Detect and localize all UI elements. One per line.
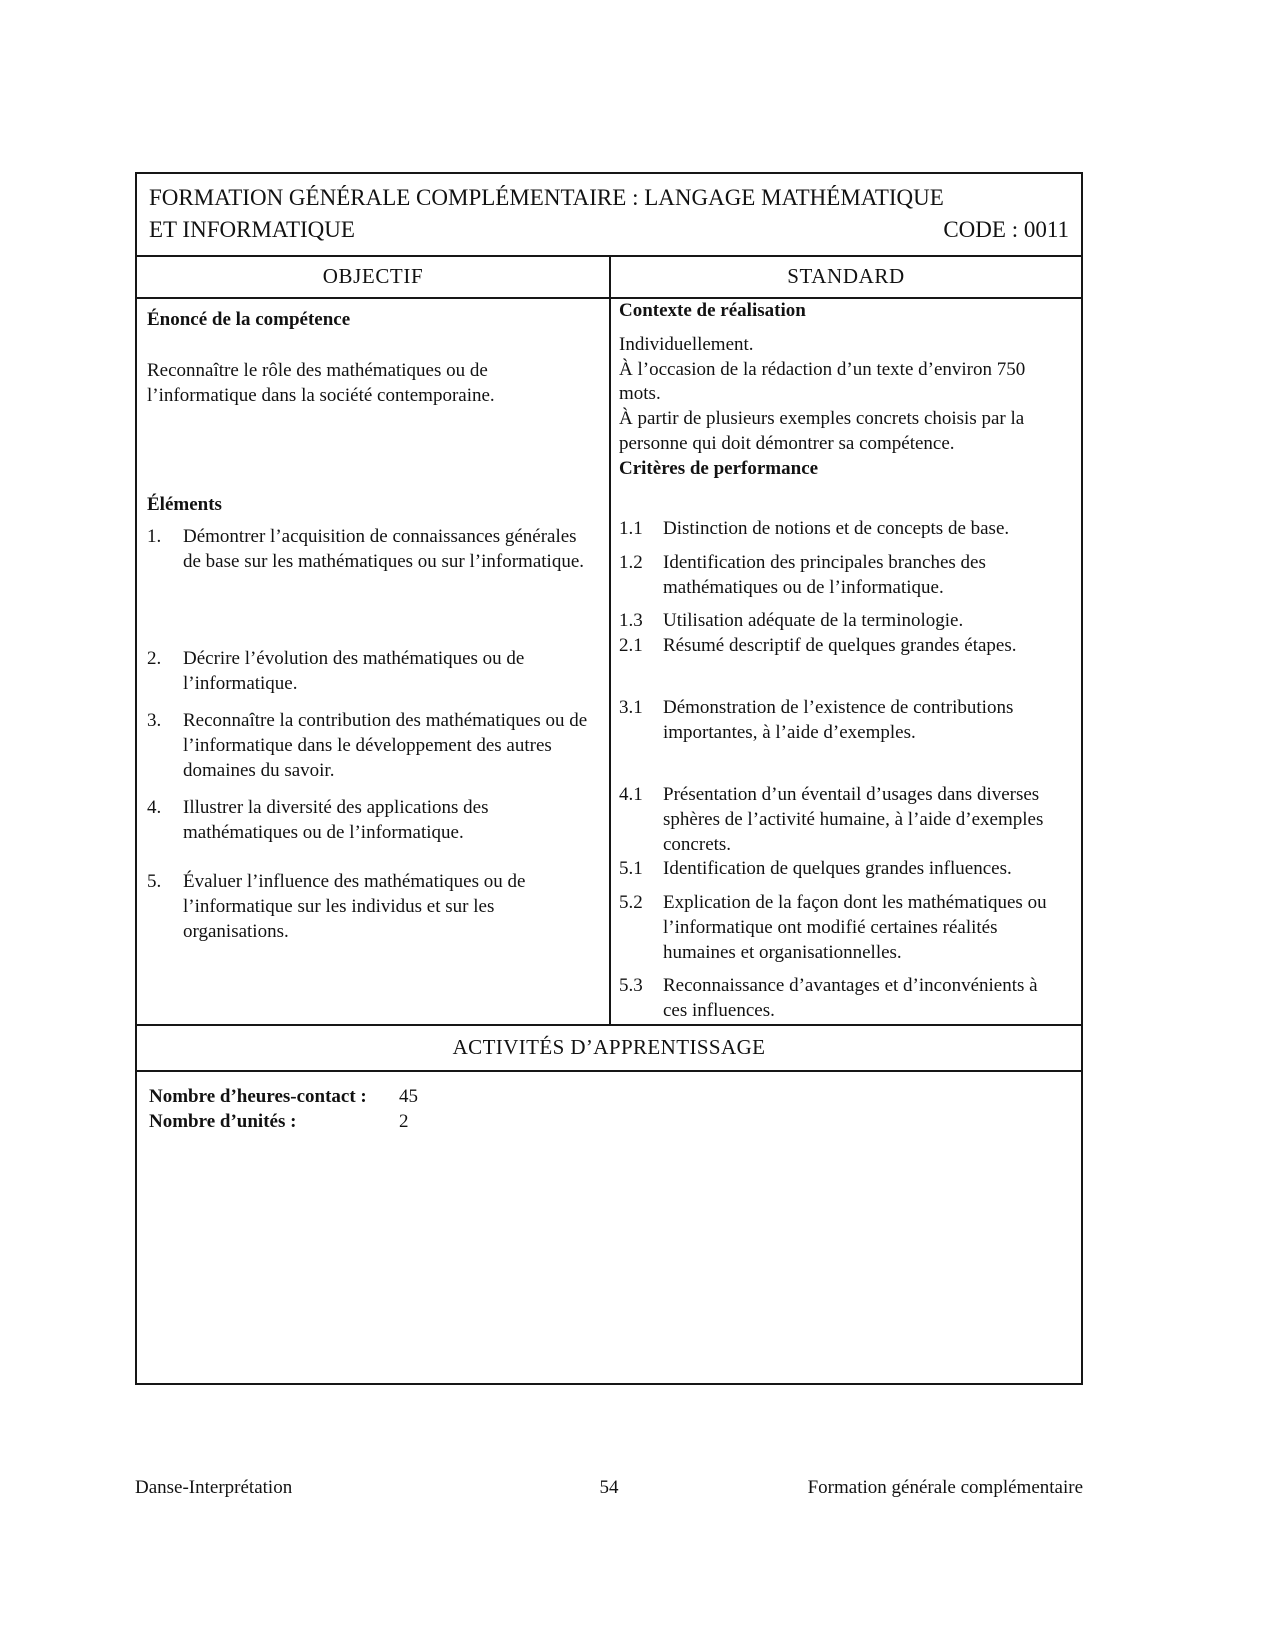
element-text: Reconnaître la contribution des mathématiques ou de l’informatique dans le développement des autres domaines du savoir. [183,710,588,781]
element-number: 3. [147,710,162,732]
contexte-heading-cell [609,299,1081,333]
critere-number: 3.1 [619,697,643,719]
critere-group-2 [609,634,1081,696]
enonce-heading-cell [137,299,609,333]
hours-contact-label: Nombre d’heures-contact : [149,1085,367,1107]
critere-number: 5.3 [619,975,643,997]
column-header-objectif: OBJECTIF [322,264,424,289]
element-group-2 [137,634,609,696]
enonce-heading: Énoncé de la compétence [147,309,351,331]
critere-text: Présentation d’un éventail d’usages dans diverses sphères de l’activité humaine, à l’aide d’exemples concrets. [663,784,1044,855]
critere-item [619,974,1065,1023]
element-item [147,525,591,574]
element-number: 5. [147,871,162,893]
critere-text: Distinction de notions et de concepts de base. [663,518,1010,540]
element-item [147,796,591,845]
document-title-line1: FORMATION GÉNÉRALE COMPLÉMENTAIRE : LANGAGE MATHÉMATIQUE [149,185,944,210]
element-group-3 [137,696,609,783]
critere-item [619,696,1065,745]
critere-item [619,551,1065,600]
critere-group-1 [609,517,1081,634]
critere-number: 5.1 [619,858,643,880]
elements-heading: Éléments [147,493,222,515]
element-text: Illustrer la diversité des applications des mathématiques ou de l’informatique. [183,797,489,844]
hours-contact-value: 45 [399,1085,418,1107]
element-group-5 [137,857,609,1023]
document-title-line2: ET INFORMATIQUE [149,217,355,243]
activities-banner: ACTIVITÉS D’APPRENTISSAGE [137,1024,1081,1072]
contexte-line: À partir de plusieurs exemples concrets choisis par la personne qui doit démontrer sa compétence. [619,408,1025,454]
critere-number: 5.2 [619,892,643,914]
page-footer [135,1477,1083,1499]
critere-item [619,517,1065,542]
element-text: Décrire l’évolution des mathématiques ou de l’informatique. [183,647,525,694]
element-number: 1. [147,526,162,548]
column-header-row [137,257,1081,299]
element-text: Évaluer l’influence des mathématiques ou de l’informatique sur les individus et sur les organisations. [183,871,526,942]
critere-text: Démonstration de l’existence de contributions importantes, à l’aide d’exemples. [663,697,1014,743]
critere-item [619,783,1065,857]
enonce-text: Reconnaître le rôle des mathématiques ou de l’informatique dans la société contemporaine. [147,360,495,406]
element-group-4 [137,783,609,857]
critere-text: Utilisation adéquate de la terminologie. [663,610,964,632]
element-number: 4. [147,797,162,819]
critere-item [619,634,1065,659]
critere-number: 2.1 [619,634,643,656]
contexte-line: À l’occasion de la rédaction d’un texte d’environ 750 mots. [619,358,1026,405]
enonce-text-cell [137,333,609,456]
critere-number: 1.3 [619,610,643,632]
critere-number: 4.1 [619,784,643,806]
critere-item [619,857,1065,882]
units-label: Nombre d’unités : [149,1111,297,1133]
elements-heading-cell [137,457,609,518]
critere-text: Explication de la façon dont les mathématiques ou l’informatique ont modifié certaines réalités humaines et organisationnelles. [663,892,1047,963]
element-number: 2. [147,647,162,669]
hours-contact-line [149,1084,1069,1110]
element-group-1 [137,517,609,634]
table-title-band [137,174,1081,257]
footer-program-name: Danse-Interprétation [135,1477,293,1498]
contexte-line: Individuellement. [619,334,754,356]
details-section [137,1072,1081,1383]
main-content [137,299,1081,1023]
critere-number: 1.2 [619,551,643,573]
footer-section-name: Formation générale complémentaire [807,1477,1083,1498]
critere-text: Identification de quelques grandes influences. [663,858,1012,880]
units-line [149,1109,1069,1135]
critere-number: 1.1 [619,518,643,540]
critere-text: Identification des principales branches des mathématiques ou de l’informatique. [663,551,986,598]
element-item [147,709,591,783]
column-header-standard: STANDARD [609,257,1081,297]
critere-group-5 [609,857,1081,1023]
element-item [147,647,591,696]
contexte-text-cell [609,333,1081,456]
document-code: CODE : 0011 [943,217,1069,243]
criteres-heading: Critères de performance [619,457,819,479]
page-number: 54 [599,1477,619,1498]
contexte-heading: Contexte de réalisation [619,300,806,322]
competency-table [135,172,1083,1385]
critere-item [619,891,1065,965]
element-text: Démontrer l’acquisition de connaissances générales de base sur les mathématiques ou sur l’informatique. [183,526,585,572]
critere-text: Reconnaissance d’avantages et d’inconvénients à ces influences. [663,975,1038,1021]
criteres-heading-cell [609,457,1081,518]
critere-group-3 [609,696,1081,783]
element-item [147,870,591,944]
critere-item [619,609,1065,634]
units-value: 2 [399,1111,409,1133]
critere-group-4 [609,783,1081,857]
critere-text: Résumé descriptif de quelques grandes étapes. [663,634,1017,656]
